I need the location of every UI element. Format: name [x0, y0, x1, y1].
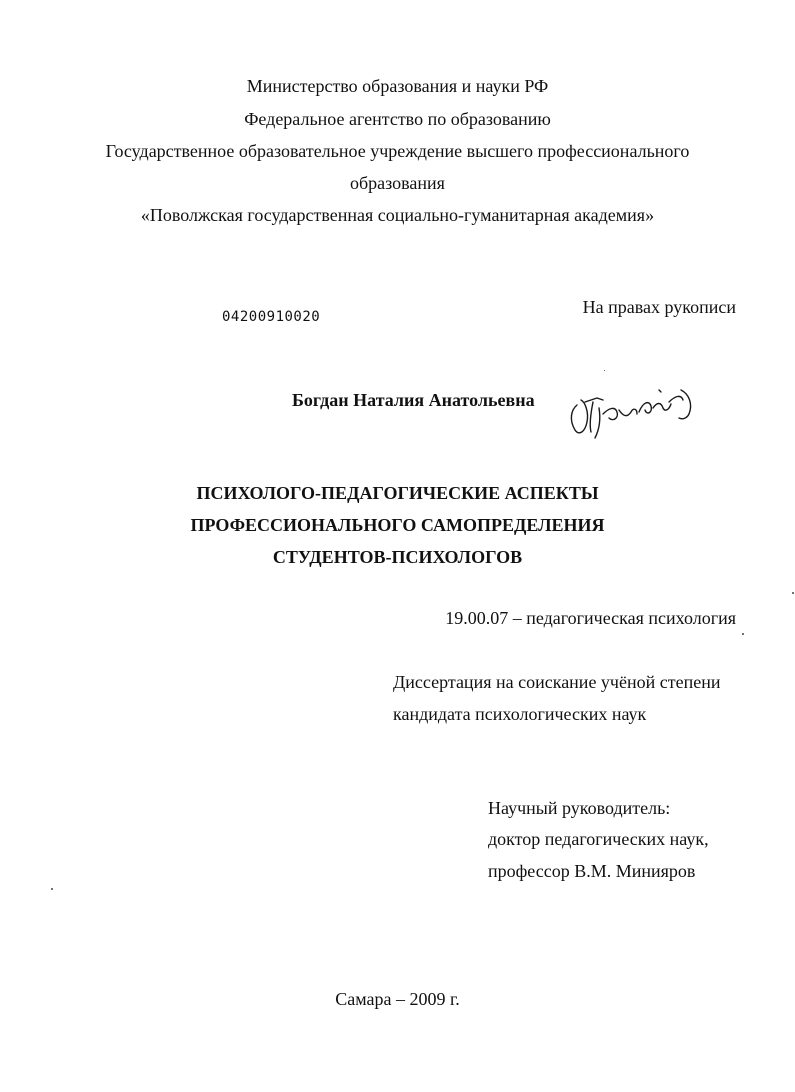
degree-line-1: Диссертация на соискание учёной степени: [393, 672, 721, 692]
manuscript-rights: На правах рукописи: [582, 297, 736, 317]
supervisor-degree: доктор педагогических наук,: [488, 829, 709, 849]
scan-speck: [792, 592, 794, 594]
scan-speck: [604, 370, 605, 371]
supervisor-label: Научный руководитель:: [488, 798, 671, 818]
catalog-number: 04200910020: [222, 309, 321, 325]
scan-speck: [51, 888, 53, 890]
institution-line-2: образования: [350, 173, 445, 193]
supervisor-name: профессор В.М. Минияров: [488, 861, 696, 881]
scan-speck: [742, 633, 744, 635]
author-signature: [565, 372, 700, 447]
title-line-1: ПСИХОЛОГО-ПЕДАГОГИЧЕСКИЕ АСПЕКТЫ: [196, 483, 599, 503]
academy-line: «Поволжская государственная социально-гуманитарная академия»: [140, 205, 655, 225]
specialty-code: 19.00.07 – педагогическая психология: [445, 608, 736, 628]
title-line-2: ПРОФЕССИОНАЛЬНОГО САМОПРЕДЕЛЕНИЯ: [190, 515, 605, 535]
place-year: Самара – 2009 г.: [335, 989, 460, 1009]
degree-line-2: кандидата психологических наук: [393, 704, 647, 724]
agency-line: Федеральное агентство по образованию: [244, 109, 551, 129]
title-line-3: СТУДЕНТОВ-ПСИХОЛОГОВ: [272, 547, 523, 567]
ministry-line: Министерство образования и науки РФ: [246, 76, 549, 96]
author-name: Богдан Наталия Анатольевна: [292, 390, 535, 410]
institution-line-1: Государственное образовательное учреждение высшего профессионального: [105, 141, 690, 161]
